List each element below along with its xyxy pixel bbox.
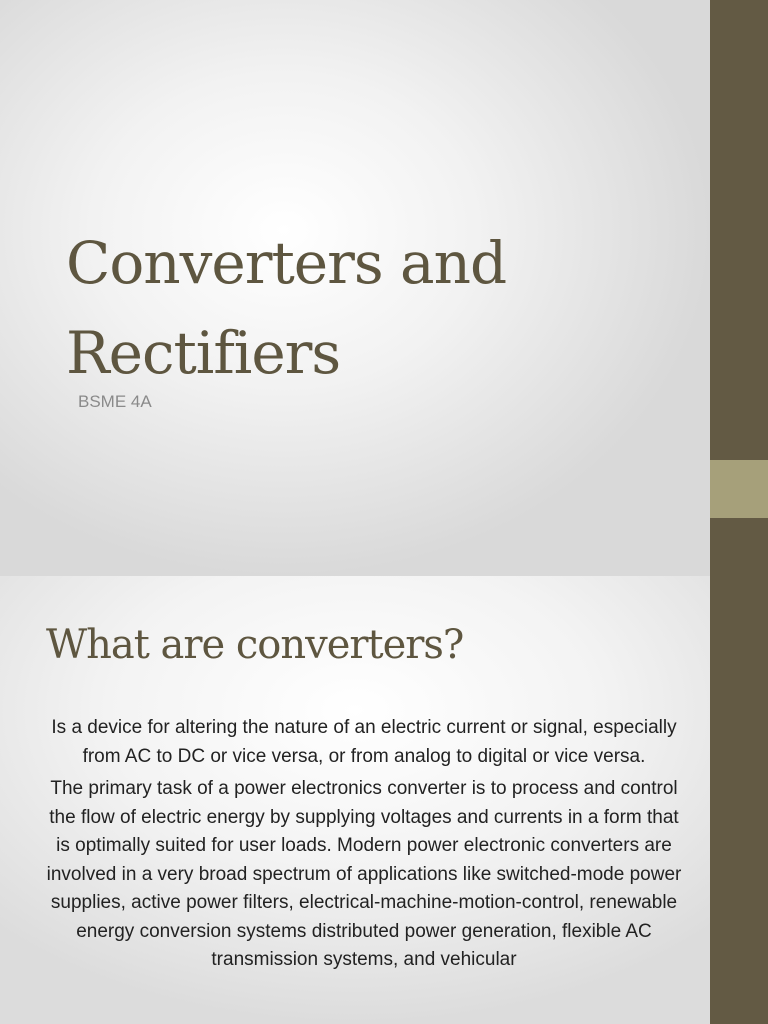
slide-body bbox=[46, 714, 682, 979]
side-accent-block bbox=[710, 460, 768, 518]
slide-heading: What are converters? bbox=[46, 622, 464, 668]
slide-subtitle: BSME 4A bbox=[78, 392, 152, 411]
side-accent-bar bbox=[710, 0, 768, 1024]
paragraph-definition: Is a device for altering the nature of an electric current or signal, especially from AC to DC or vice versa, or from analog to digital or vice versa. bbox=[51, 717, 677, 767]
slide-title: Converters and Rectifiers bbox=[66, 229, 507, 387]
paragraph-primary-task: The primary task of a power electronics converter is to process and control the flow of electric energy by supplying voltages and currents in a form that is optimally suited for user loads. Modern power electronic converters are involved in a very broad spectrum of applications like switched-mode power supplies, active power filters, electrical-machine-motion-control, renewable energy conversion systems distributed power generation, flexible AC transmission systems, and vehicular bbox=[46, 778, 682, 970]
content-slide bbox=[0, 576, 710, 1024]
